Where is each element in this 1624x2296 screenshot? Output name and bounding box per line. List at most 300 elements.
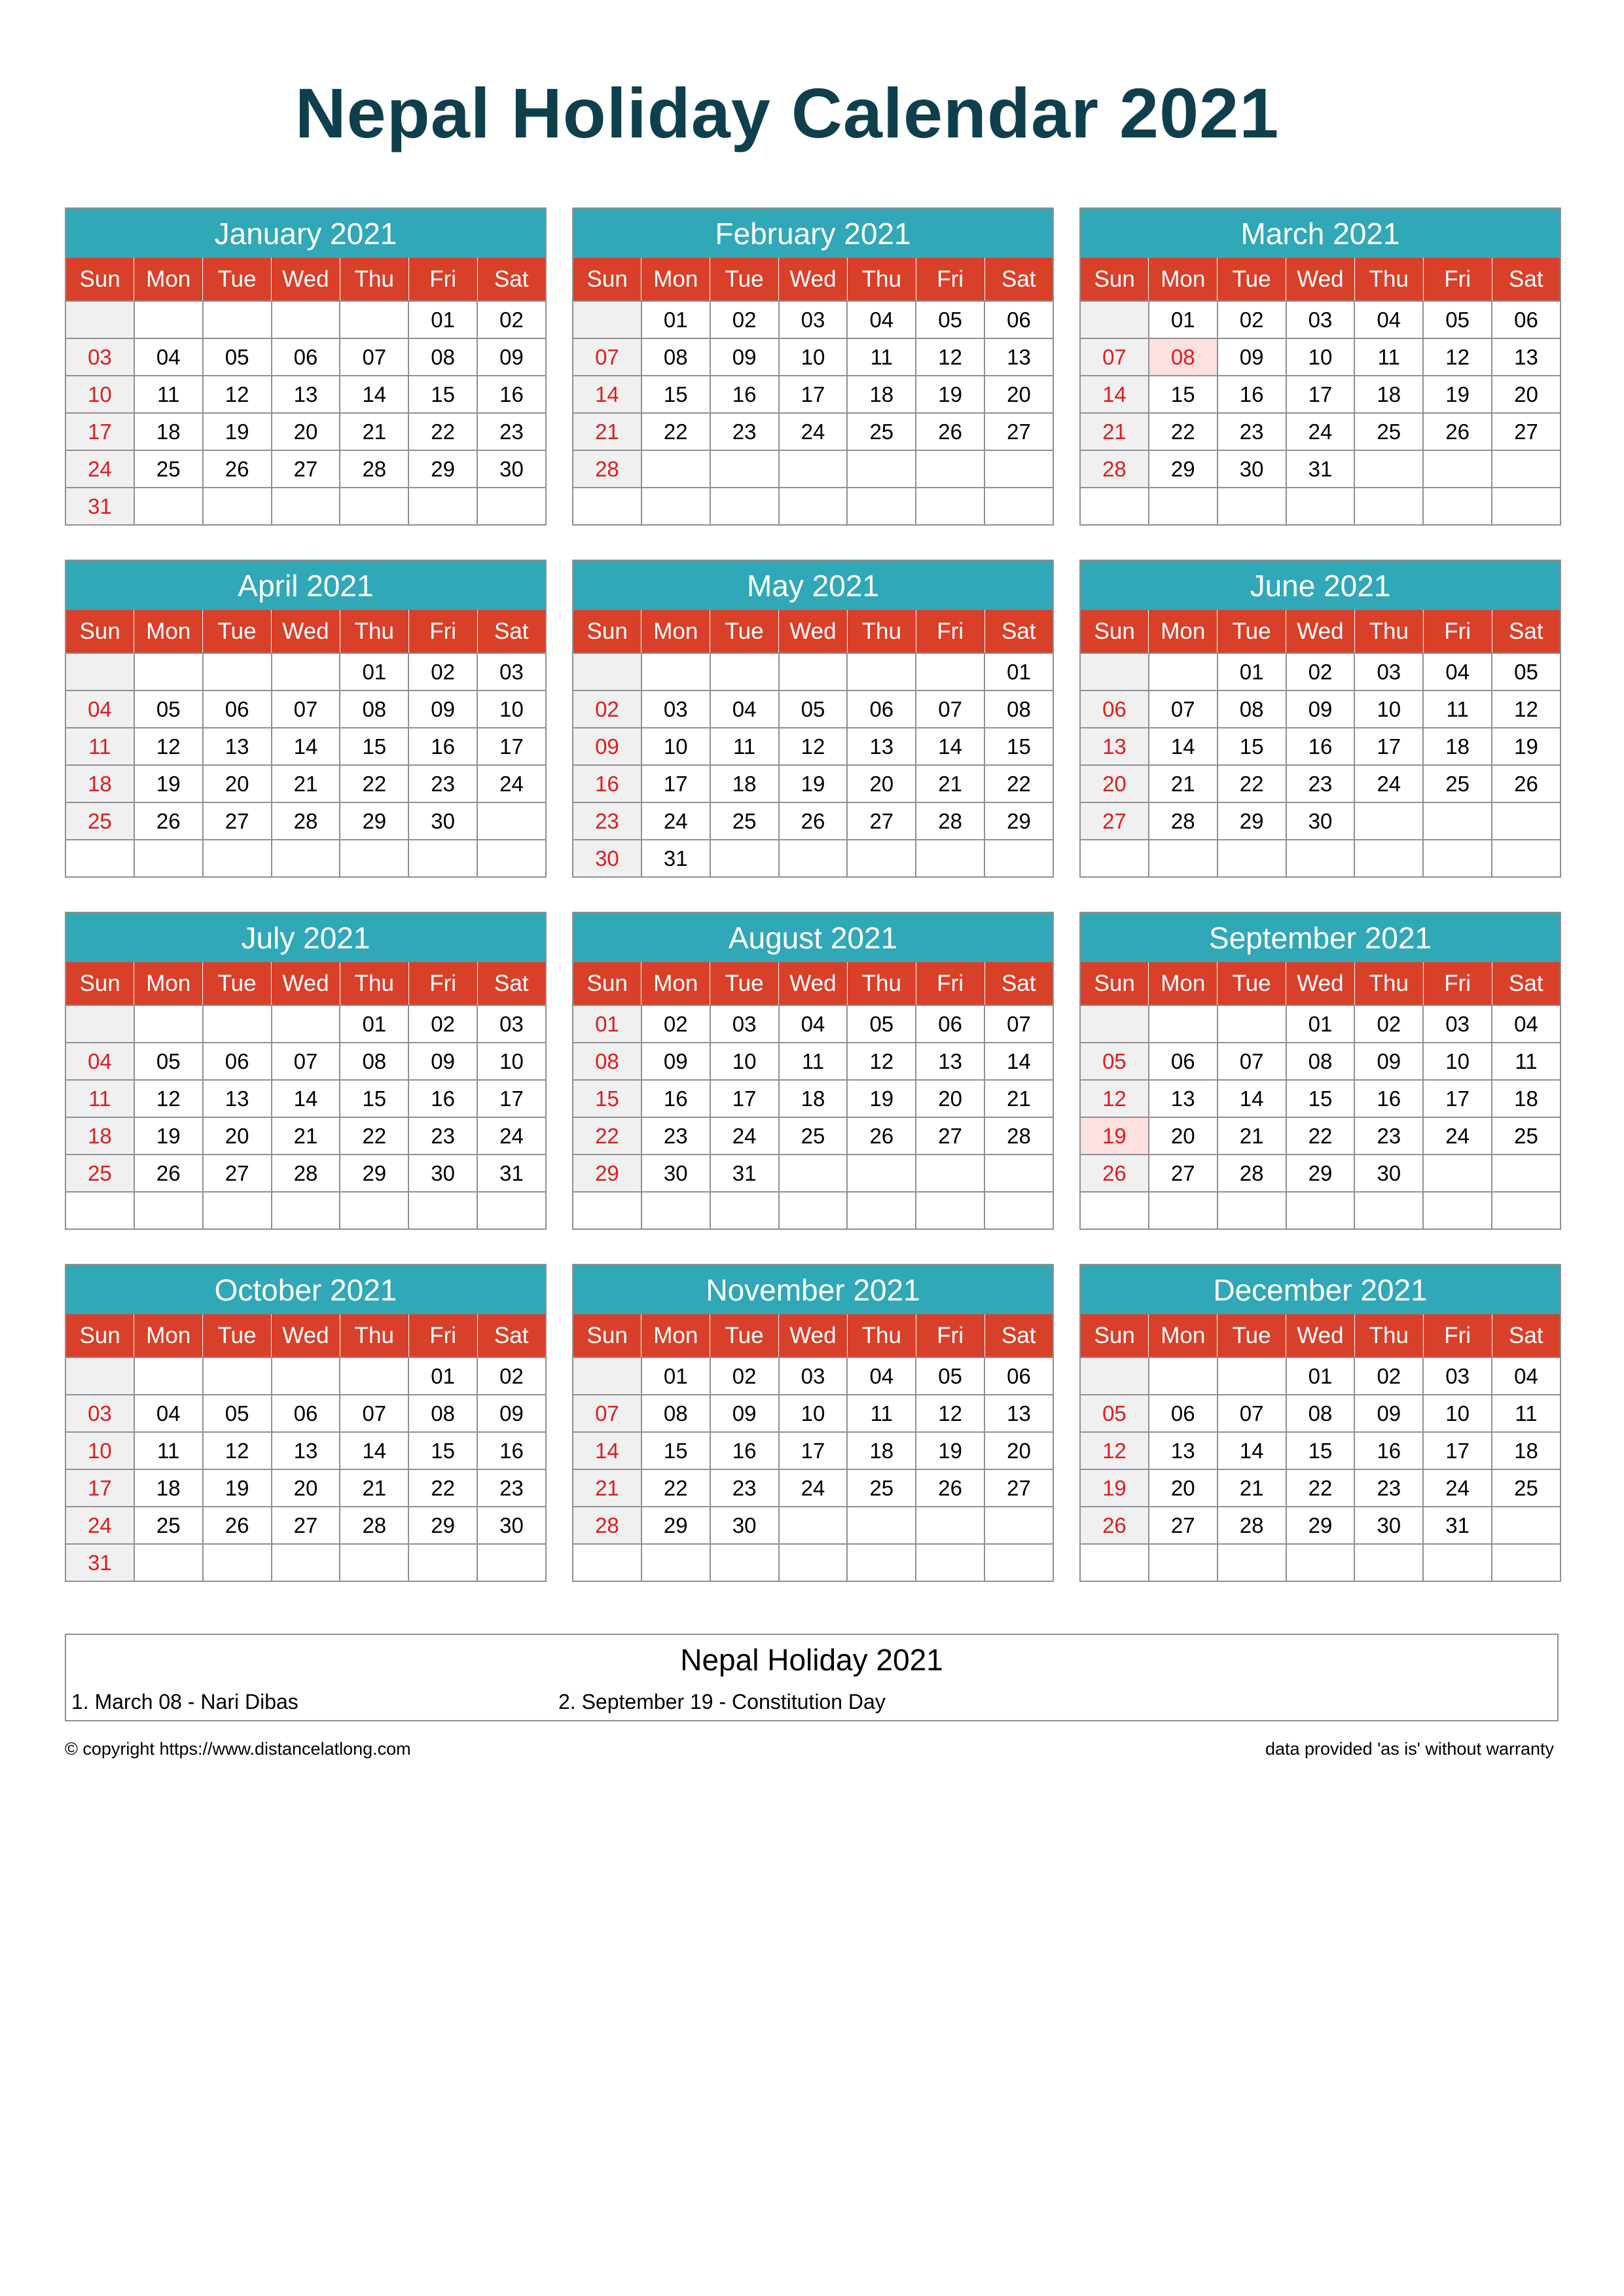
- empty-cell: [134, 653, 203, 691]
- day-cell: 31: [641, 840, 710, 877]
- holiday-day-cell: 08: [1149, 338, 1218, 376]
- day-cell: 14: [1149, 728, 1218, 765]
- weekday-header: Sun: [65, 610, 134, 653]
- day-cell: 21: [1080, 413, 1149, 450]
- day-cell: 08: [340, 1043, 408, 1080]
- empty-cell: [984, 1192, 1053, 1229]
- day-cell: 09: [1286, 691, 1355, 728]
- day-cell: 20: [1492, 376, 1561, 413]
- day-cell: 13: [203, 728, 272, 765]
- day-cell: 17: [641, 765, 710, 802]
- day-cell: 15: [1149, 376, 1218, 413]
- weekday-header: Sat: [984, 610, 1053, 653]
- empty-cell: [847, 1507, 916, 1544]
- day-cell: 06: [1492, 301, 1561, 338]
- weekday-header: Thu: [340, 258, 408, 301]
- empty-cell: [779, 653, 848, 691]
- empty-cell: [1354, 840, 1423, 877]
- weekday-header: Sun: [65, 258, 134, 301]
- empty-cell: [916, 1544, 984, 1581]
- day-cell: 02: [641, 1005, 710, 1043]
- month-calendar: [1079, 1264, 1561, 1588]
- day-cell: 29: [641, 1507, 710, 1544]
- weekday-header: Thu: [847, 258, 916, 301]
- day-cell: 08: [408, 338, 477, 376]
- empty-cell: [573, 653, 641, 691]
- day-cell: 07: [984, 1005, 1053, 1043]
- day-cell: 19: [1080, 1469, 1149, 1507]
- day-cell: 17: [477, 728, 546, 765]
- empty-cell: [1423, 488, 1492, 525]
- empty-cell: [1354, 488, 1423, 525]
- day-cell: 09: [477, 1395, 546, 1432]
- weekday-header: Fri: [408, 1314, 477, 1357]
- empty-cell: [65, 840, 134, 877]
- day-cell: 07: [573, 1395, 641, 1432]
- day-cell: 01: [408, 301, 477, 338]
- day-cell: 02: [1354, 1005, 1423, 1043]
- weekday-header: Fri: [1423, 258, 1492, 301]
- day-cell: 03: [779, 301, 848, 338]
- day-cell: 20: [847, 765, 916, 802]
- day-cell: 01: [641, 1357, 710, 1395]
- month-calendar: [65, 1264, 547, 1588]
- day-cell: 21: [1149, 765, 1218, 802]
- day-cell: 11: [65, 728, 134, 765]
- empty-cell: [340, 301, 408, 338]
- day-cell: 15: [408, 376, 477, 413]
- day-cell: 05: [1423, 301, 1492, 338]
- month-table: [1079, 1314, 1561, 1582]
- months-grid: [65, 207, 1561, 1588]
- month-calendar: [572, 912, 1054, 1236]
- day-cell: 02: [710, 1357, 779, 1395]
- day-cell: 28: [984, 1117, 1053, 1155]
- day-cell: 24: [1423, 1469, 1492, 1507]
- weekday-header: Mon: [641, 610, 710, 653]
- empty-cell: [573, 1357, 641, 1395]
- empty-cell: [1492, 488, 1561, 525]
- weekday-header: Fri: [1423, 610, 1492, 653]
- day-cell: 06: [847, 691, 916, 728]
- day-cell: 22: [1218, 765, 1286, 802]
- weekday-header: Fri: [916, 1314, 984, 1357]
- day-cell: 08: [1218, 691, 1286, 728]
- weekday-header: Tue: [203, 258, 272, 301]
- day-cell: 12: [1080, 1080, 1149, 1117]
- day-cell: 27: [1149, 1507, 1218, 1544]
- day-cell: 16: [408, 1080, 477, 1117]
- day-cell: 16: [477, 376, 546, 413]
- day-cell: 09: [1354, 1043, 1423, 1080]
- day-cell: 26: [916, 413, 984, 450]
- empty-cell: [1492, 1192, 1561, 1229]
- empty-cell: [65, 653, 134, 691]
- day-cell: 19: [1492, 728, 1561, 765]
- empty-cell: [477, 840, 546, 877]
- day-cell: 15: [984, 728, 1053, 765]
- day-cell: 10: [65, 1432, 134, 1469]
- empty-cell: [1492, 1507, 1561, 1544]
- empty-cell: [477, 1192, 546, 1229]
- empty-cell: [847, 1155, 916, 1192]
- day-cell: 15: [641, 1432, 710, 1469]
- day-cell: 10: [641, 728, 710, 765]
- empty-cell: [847, 488, 916, 525]
- day-cell: 26: [203, 450, 272, 488]
- weekday-header: Tue: [203, 1314, 272, 1357]
- day-cell: 03: [477, 1005, 546, 1043]
- weekday-header: Sun: [1080, 1314, 1149, 1357]
- weekday-header: Wed: [779, 258, 848, 301]
- empty-cell: [408, 1544, 477, 1581]
- month-calendar: [65, 207, 547, 532]
- empty-cell: [1218, 488, 1286, 525]
- day-cell: 10: [1286, 338, 1355, 376]
- day-cell: 07: [1149, 691, 1218, 728]
- weekday-header: Sat: [1492, 610, 1561, 653]
- day-cell: 27: [1492, 413, 1561, 450]
- day-cell: 11: [65, 1080, 134, 1117]
- day-cell: 07: [1080, 338, 1149, 376]
- empty-cell: [1218, 840, 1286, 877]
- weekday-header: Tue: [1218, 962, 1286, 1005]
- weekday-header: Thu: [1354, 258, 1423, 301]
- day-cell: 22: [408, 413, 477, 450]
- day-cell: 28: [573, 1507, 641, 1544]
- empty-cell: [1286, 840, 1355, 877]
- day-cell: 10: [477, 691, 546, 728]
- weekday-header: Sat: [477, 258, 546, 301]
- day-cell: 03: [641, 691, 710, 728]
- empty-cell: [1492, 1544, 1561, 1581]
- empty-cell: [710, 488, 779, 525]
- day-cell: 01: [1286, 1005, 1355, 1043]
- day-cell: 18: [1354, 376, 1423, 413]
- empty-cell: [984, 840, 1053, 877]
- day-cell: 19: [134, 1117, 203, 1155]
- day-cell: 30: [408, 1155, 477, 1192]
- day-cell: 21: [984, 1080, 1053, 1117]
- day-cell: 20: [203, 1117, 272, 1155]
- day-cell: 04: [710, 691, 779, 728]
- day-cell: 01: [1286, 1357, 1355, 1395]
- day-cell: 14: [1218, 1432, 1286, 1469]
- day-cell: 17: [779, 1432, 848, 1469]
- weekday-header: Sun: [573, 1314, 641, 1357]
- weekday-header: Tue: [710, 258, 779, 301]
- day-cell: 15: [1286, 1432, 1355, 1469]
- empty-cell: [477, 488, 546, 525]
- day-cell: 03: [1423, 1357, 1492, 1395]
- empty-cell: [1218, 1192, 1286, 1229]
- day-cell: 17: [1286, 376, 1355, 413]
- day-cell: 11: [1354, 338, 1423, 376]
- empty-cell: [203, 1005, 272, 1043]
- empty-cell: [272, 1544, 340, 1581]
- day-cell: 19: [203, 1469, 272, 1507]
- day-cell: 28: [272, 802, 340, 840]
- day-cell: 10: [1354, 691, 1423, 728]
- weekday-header: Mon: [1149, 610, 1218, 653]
- weekday-header: Sun: [1080, 258, 1149, 301]
- day-cell: 16: [1354, 1432, 1423, 1469]
- day-cell: 01: [641, 301, 710, 338]
- day-cell: 11: [134, 376, 203, 413]
- day-cell: 07: [272, 1043, 340, 1080]
- day-cell: 27: [203, 1155, 272, 1192]
- empty-cell: [203, 301, 272, 338]
- day-cell: 19: [779, 765, 848, 802]
- empty-cell: [641, 1544, 710, 1581]
- month-table: [65, 258, 547, 526]
- empty-cell: [1080, 653, 1149, 691]
- day-cell: 09: [408, 691, 477, 728]
- day-cell: 18: [779, 1080, 848, 1117]
- day-cell: 01: [984, 653, 1053, 691]
- day-cell: 27: [916, 1117, 984, 1155]
- weekday-header: Fri: [408, 962, 477, 1005]
- day-cell: 28: [272, 1155, 340, 1192]
- day-cell: 05: [847, 1005, 916, 1043]
- weekday-header: Mon: [1149, 258, 1218, 301]
- day-cell: 06: [272, 1395, 340, 1432]
- day-cell: 25: [779, 1117, 848, 1155]
- weekday-header: Fri: [408, 258, 477, 301]
- disclaimer-text: data provided 'as is' without warranty: [1265, 1739, 1554, 1759]
- day-cell: 01: [1218, 653, 1286, 691]
- day-cell: 07: [340, 1395, 408, 1432]
- month-table: [572, 610, 1054, 878]
- weekday-header: Tue: [710, 610, 779, 653]
- day-cell: 22: [408, 1469, 477, 1507]
- day-cell: 13: [984, 338, 1053, 376]
- day-cell: 05: [134, 691, 203, 728]
- month-table: [1079, 610, 1561, 878]
- day-cell: 07: [573, 338, 641, 376]
- weekday-header: Sun: [573, 962, 641, 1005]
- day-cell: 29: [1149, 450, 1218, 488]
- day-cell: 11: [847, 338, 916, 376]
- day-cell: 11: [1423, 691, 1492, 728]
- empty-cell: [916, 840, 984, 877]
- empty-cell: [65, 1192, 134, 1229]
- empty-cell: [272, 301, 340, 338]
- day-cell: 21: [573, 413, 641, 450]
- day-cell: 14: [916, 728, 984, 765]
- empty-cell: [779, 1192, 848, 1229]
- empty-cell: [1080, 840, 1149, 877]
- day-cell: 02: [710, 301, 779, 338]
- day-cell: 25: [847, 1469, 916, 1507]
- weekday-header: Sat: [1492, 962, 1561, 1005]
- day-cell: 13: [272, 1432, 340, 1469]
- day-cell: 15: [340, 728, 408, 765]
- day-cell: 18: [710, 765, 779, 802]
- day-cell: 04: [65, 1043, 134, 1080]
- day-cell: 08: [984, 691, 1053, 728]
- day-cell: 10: [65, 376, 134, 413]
- day-cell: 13: [1149, 1432, 1218, 1469]
- day-cell: 05: [1492, 653, 1561, 691]
- day-cell: 21: [340, 1469, 408, 1507]
- empty-cell: [408, 488, 477, 525]
- day-cell: 30: [1218, 450, 1286, 488]
- day-cell: 23: [1354, 1117, 1423, 1155]
- weekday-header: Thu: [847, 962, 916, 1005]
- empty-cell: [408, 840, 477, 877]
- empty-cell: [1149, 653, 1218, 691]
- empty-cell: [1218, 1544, 1286, 1581]
- day-cell: 06: [1149, 1043, 1218, 1080]
- weekday-header: Fri: [916, 258, 984, 301]
- day-cell: 09: [1354, 1395, 1423, 1432]
- weekday-header: Sat: [984, 1314, 1053, 1357]
- day-cell: 24: [477, 765, 546, 802]
- day-cell: 28: [1080, 450, 1149, 488]
- weekday-header: Mon: [641, 258, 710, 301]
- day-cell: 24: [710, 1117, 779, 1155]
- day-cell: 14: [272, 1080, 340, 1117]
- empty-cell: [847, 1544, 916, 1581]
- day-cell: 05: [1080, 1395, 1149, 1432]
- day-cell: 29: [340, 802, 408, 840]
- day-cell: 11: [1492, 1395, 1561, 1432]
- empty-cell: [847, 653, 916, 691]
- day-cell: 20: [984, 376, 1053, 413]
- day-cell: 28: [1149, 802, 1218, 840]
- empty-cell: [916, 450, 984, 488]
- empty-cell: [203, 1357, 272, 1395]
- day-cell: 22: [1286, 1469, 1355, 1507]
- day-cell: 23: [573, 802, 641, 840]
- day-cell: 23: [477, 413, 546, 450]
- day-cell: 10: [1423, 1043, 1492, 1080]
- empty-cell: [984, 1155, 1053, 1192]
- weekday-header: Tue: [203, 962, 272, 1005]
- weekday-header: Wed: [1286, 258, 1355, 301]
- day-cell: 21: [573, 1469, 641, 1507]
- empty-cell: [1354, 450, 1423, 488]
- day-cell: 20: [272, 1469, 340, 1507]
- day-cell: 01: [408, 1357, 477, 1395]
- day-cell: 28: [340, 1507, 408, 1544]
- day-cell: 12: [203, 376, 272, 413]
- empty-cell: [573, 301, 641, 338]
- day-cell: 25: [134, 1507, 203, 1544]
- empty-cell: [272, 488, 340, 525]
- day-cell: 12: [1492, 691, 1561, 728]
- day-cell: 22: [573, 1117, 641, 1155]
- empty-cell: [779, 450, 848, 488]
- day-cell: 30: [641, 1155, 710, 1192]
- month-title: July 2021: [65, 912, 547, 962]
- day-cell: 31: [710, 1155, 779, 1192]
- day-cell: 20: [272, 413, 340, 450]
- day-cell: 21: [340, 413, 408, 450]
- month-calendar: [572, 207, 1054, 532]
- day-cell: 04: [847, 301, 916, 338]
- empty-cell: [1492, 1155, 1561, 1192]
- day-cell: 26: [134, 802, 203, 840]
- day-cell: 26: [916, 1469, 984, 1507]
- weekday-header: Mon: [641, 1314, 710, 1357]
- day-cell: 31: [1423, 1507, 1492, 1544]
- day-cell: 06: [984, 301, 1053, 338]
- empty-cell: [272, 1357, 340, 1395]
- day-cell: 09: [710, 338, 779, 376]
- month-table: [65, 962, 547, 1230]
- weekday-header: Thu: [340, 962, 408, 1005]
- weekday-header: Tue: [710, 962, 779, 1005]
- empty-cell: [1492, 840, 1561, 877]
- empty-cell: [779, 840, 848, 877]
- day-cell: 10: [477, 1043, 546, 1080]
- day-cell: 10: [779, 1395, 848, 1432]
- day-cell: 21: [1218, 1117, 1286, 1155]
- day-cell: 14: [1080, 376, 1149, 413]
- day-cell: 27: [984, 413, 1053, 450]
- day-cell: 15: [408, 1432, 477, 1469]
- day-cell: 19: [916, 376, 984, 413]
- day-cell: 02: [408, 1005, 477, 1043]
- day-cell: 02: [477, 1357, 546, 1395]
- empty-cell: [1149, 1544, 1218, 1581]
- weekday-header: Mon: [641, 962, 710, 1005]
- day-cell: 15: [573, 1080, 641, 1117]
- day-cell: 16: [408, 728, 477, 765]
- day-cell: 22: [984, 765, 1053, 802]
- day-cell: 10: [779, 338, 848, 376]
- day-cell: 26: [134, 1155, 203, 1192]
- day-cell: 20: [203, 765, 272, 802]
- day-cell: 18: [847, 1432, 916, 1469]
- day-cell: 02: [1354, 1357, 1423, 1395]
- day-cell: 14: [340, 1432, 408, 1469]
- day-cell: 08: [641, 1395, 710, 1432]
- day-cell: 02: [573, 691, 641, 728]
- weekday-header: Mon: [134, 1314, 203, 1357]
- day-cell: 12: [1423, 338, 1492, 376]
- empty-cell: [1354, 802, 1423, 840]
- day-cell: 23: [408, 765, 477, 802]
- day-cell: 27: [847, 802, 916, 840]
- day-cell: 17: [710, 1080, 779, 1117]
- day-cell: 18: [1492, 1080, 1561, 1117]
- empty-cell: [710, 1544, 779, 1581]
- day-cell: 19: [203, 413, 272, 450]
- day-cell: 11: [134, 1432, 203, 1469]
- day-cell: 27: [1149, 1155, 1218, 1192]
- empty-cell: [916, 653, 984, 691]
- day-cell: 04: [134, 1395, 203, 1432]
- day-cell: 08: [641, 338, 710, 376]
- weekday-header: Sat: [1492, 258, 1561, 301]
- weekday-header: Wed: [272, 258, 340, 301]
- empty-cell: [408, 1192, 477, 1229]
- day-cell: 05: [916, 301, 984, 338]
- holiday-list: [65, 1634, 1559, 1721]
- day-cell: 16: [477, 1432, 546, 1469]
- holiday-day-cell: 19: [1080, 1117, 1149, 1155]
- month-table: [1079, 258, 1561, 526]
- day-cell: 28: [1218, 1507, 1286, 1544]
- empty-cell: [272, 1005, 340, 1043]
- empty-cell: [984, 1507, 1053, 1544]
- day-cell: 12: [847, 1043, 916, 1080]
- day-cell: 09: [408, 1043, 477, 1080]
- weekday-header: Sun: [1080, 610, 1149, 653]
